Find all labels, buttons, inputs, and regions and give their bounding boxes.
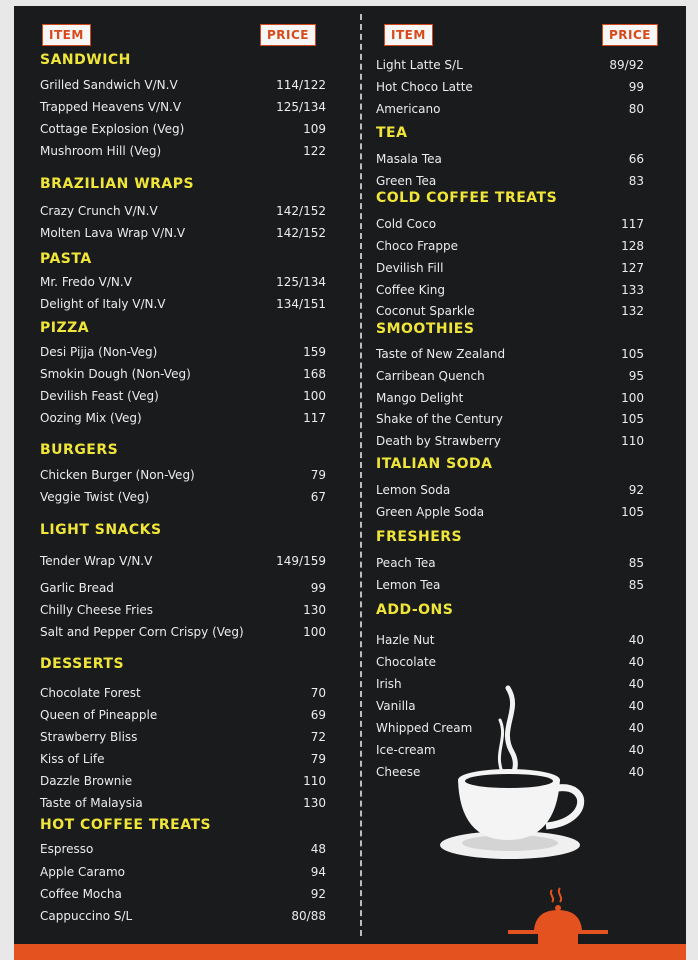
- accent-bar: [14, 944, 686, 960]
- item-price: 105: [621, 347, 644, 361]
- item-name: Chocolate Forest: [40, 686, 141, 700]
- item-price: 89/92: [609, 58, 644, 72]
- item-name: Molten Lava Wrap V/N.V: [40, 226, 186, 240]
- menu-item: [40, 603, 340, 623]
- item-price: 105: [621, 505, 644, 519]
- item-name: Whipped Cream: [376, 721, 473, 735]
- item-price: 94: [310, 865, 326, 879]
- menu-item: [40, 468, 340, 488]
- item-name: Hot Choco Latte: [376, 80, 473, 94]
- menu-item: [40, 367, 340, 387]
- section-title-pasta: PASTA: [40, 251, 92, 267]
- item-price: 99: [310, 581, 326, 595]
- item-name: Desi Pijja (Non-Veg): [40, 345, 158, 359]
- menu-item: [40, 297, 340, 317]
- item-price: 117: [303, 411, 326, 425]
- item-price: 132: [621, 304, 644, 318]
- item-price: 117: [621, 217, 644, 231]
- item-name: Coffee Mocha: [40, 887, 122, 901]
- item-price: 40: [628, 655, 644, 669]
- item-name: Trapped Heavens V/N.V: [40, 100, 182, 114]
- item-price: 125/134: [276, 275, 326, 289]
- menu-item: [376, 261, 644, 281]
- menu-item: [376, 505, 644, 525]
- item-price: 40: [628, 633, 644, 647]
- item-price: 130: [303, 796, 326, 810]
- item-name: Devilish Feast (Veg): [40, 389, 159, 403]
- menu-item: [40, 774, 340, 794]
- menu-item: [40, 865, 340, 885]
- menu-item: [40, 887, 340, 907]
- item-name: Cappuccino S/L: [40, 909, 133, 923]
- item-price: 109: [303, 122, 326, 136]
- item-price: 127: [621, 261, 644, 275]
- item-price: 110: [621, 434, 644, 448]
- menu-item: [40, 100, 340, 120]
- item-price: 40: [628, 721, 644, 735]
- item-price: 40: [628, 743, 644, 757]
- menu-item: [376, 152, 644, 172]
- item-name: Devilish Fill: [376, 261, 444, 275]
- item-price: 83: [628, 174, 644, 188]
- item-price: 92: [310, 887, 326, 901]
- item-name: Salt and Pepper Corn Crispy (Veg): [40, 625, 244, 639]
- item-price: 69: [310, 708, 326, 722]
- item-price: 48: [310, 842, 326, 856]
- item-name: Lemon Tea: [376, 578, 441, 592]
- item-name: Death by Strawberry: [376, 434, 501, 448]
- item-price: 105: [621, 412, 644, 426]
- item-price: 142/152: [276, 226, 326, 240]
- item-price: 100: [621, 391, 644, 405]
- item-name: Masala Tea: [376, 152, 442, 166]
- serving-cloche-icon: [504, 884, 612, 946]
- item-name: Green Apple Soda: [376, 505, 485, 519]
- item-price: 134/151: [276, 297, 326, 311]
- menu-item: [376, 217, 644, 237]
- section-title-pizza: PIZZA: [40, 320, 90, 336]
- section-title-tea: TEA: [376, 125, 408, 141]
- item-name: Irish: [376, 677, 402, 691]
- item-name: Taste of New Zealand: [376, 347, 506, 361]
- section-title-desserts: DESSERTS: [40, 656, 125, 672]
- item-price: 125/134: [276, 100, 326, 114]
- item-name: Veggie Twist (Veg): [40, 490, 150, 504]
- item-name: Lemon Soda: [376, 483, 451, 497]
- item-price: 114/122: [276, 78, 326, 92]
- item-price: 80: [628, 102, 644, 116]
- item-price: 110: [303, 774, 326, 788]
- menu-item: [40, 204, 340, 224]
- item-name: Chocolate: [376, 655, 437, 669]
- item-price: 100: [303, 389, 326, 403]
- item-header: ITEM: [42, 24, 91, 46]
- menu-item: [376, 633, 644, 653]
- item-name: Vanilla: [376, 699, 416, 713]
- menu-item: [376, 483, 644, 503]
- item-price: 128: [621, 239, 644, 253]
- menu-item: [40, 686, 340, 706]
- menu-item: [40, 752, 340, 772]
- menu-item: [376, 58, 644, 78]
- menu-item: [40, 411, 340, 431]
- column-divider: [360, 14, 362, 936]
- item-price: 99: [628, 80, 644, 94]
- menu-item: [376, 347, 644, 367]
- menu-item: [40, 909, 340, 929]
- item-price: 85: [628, 556, 644, 570]
- menu-item: [376, 239, 644, 259]
- item-name: Mushroom Hill (Veg): [40, 144, 162, 158]
- item-name: Taste of Malaysia: [40, 796, 143, 810]
- item-price: 142/152: [276, 204, 326, 218]
- coffee-cup-icon: [430, 680, 600, 870]
- item-name: Green Tea: [376, 174, 437, 188]
- menu-item: [376, 102, 644, 122]
- menu-item: [40, 490, 340, 510]
- menu-item: [376, 412, 644, 432]
- price-header: PRICE: [602, 24, 658, 46]
- menu-item: [40, 144, 340, 164]
- item-name: Coconut Sparkle: [376, 304, 475, 318]
- menu-item: [376, 80, 644, 100]
- item-price: 100: [303, 625, 326, 639]
- item-name: Chicken Burger (Non-Veg): [40, 468, 195, 482]
- section-title-freshers: FRESHERS: [376, 529, 463, 545]
- menu-item: [40, 389, 340, 409]
- item-price: 79: [310, 752, 326, 766]
- item-price: 40: [628, 677, 644, 691]
- item-name: Delight of Italy V/N.V: [40, 297, 166, 311]
- item-price: 80/88: [291, 909, 326, 923]
- item-name: Tender Wrap V/N.V: [40, 554, 153, 568]
- section-title-italian-soda: ITALIAN SODA: [376, 456, 493, 472]
- menu-item: [376, 578, 644, 598]
- item-name: Cheese: [376, 765, 421, 779]
- item-name: Carribean Quench: [376, 369, 485, 383]
- item-name: Peach Tea: [376, 556, 436, 570]
- menu-item: [40, 345, 340, 365]
- price-header: PRICE: [260, 24, 316, 46]
- item-name: Americano: [376, 102, 441, 116]
- item-name: Cold Coco: [376, 217, 437, 231]
- item-name: Shake of the Century: [376, 412, 503, 426]
- item-name: Ice-cream: [376, 743, 436, 757]
- item-name: Espresso: [40, 842, 94, 856]
- section-title-cold-coffee-treats: COLD COFFEE TREATS: [376, 190, 558, 206]
- item-price: 66: [628, 152, 644, 166]
- menu-item: [40, 554, 340, 574]
- item-price: 130: [303, 603, 326, 617]
- menu-item: [40, 226, 340, 246]
- menu-item: [40, 730, 340, 750]
- item-price: 133: [621, 283, 644, 297]
- item-price: 67: [310, 490, 326, 504]
- menu-item: [376, 556, 644, 576]
- item-price: 168: [303, 367, 326, 381]
- menu-item: [40, 796, 340, 816]
- section-title-light-snacks: LIGHT SNACKS: [40, 522, 162, 538]
- item-name: Apple Caramo: [40, 865, 126, 879]
- item-price: 40: [628, 765, 644, 779]
- section-title-hot-coffee-treats: HOT COFFEE TREATS: [40, 817, 212, 833]
- item-name: Crazy Crunch V/N.V: [40, 204, 158, 218]
- item-name: Cottage Explosion (Veg): [40, 122, 185, 136]
- item-price: 79: [310, 468, 326, 482]
- menu-item: [40, 625, 340, 645]
- section-title-sandwich: SANDWICH: [40, 52, 131, 68]
- menu-item: [376, 434, 644, 454]
- item-name: Dazzle Brownie: [40, 774, 133, 788]
- item-header: ITEM: [384, 24, 433, 46]
- item-price: 149/159: [276, 554, 326, 568]
- item-price: 85: [628, 578, 644, 592]
- item-name: Coffee King: [376, 283, 445, 297]
- menu-item: [40, 122, 340, 142]
- item-name: Garlic Bread: [40, 581, 114, 595]
- menu-item: [376, 655, 644, 675]
- column-header: [376, 24, 652, 46]
- item-name: Mr. Fredo V/N.V: [40, 275, 132, 289]
- item-name: Smokin Dough (Non-Veg): [40, 367, 191, 381]
- menu-item: [376, 369, 644, 389]
- item-name: Choco Frappe: [376, 239, 459, 253]
- item-name: Grilled Sandwich V/N.V: [40, 78, 178, 92]
- item-price: 92: [628, 483, 644, 497]
- menu-item: [376, 283, 644, 303]
- item-name: Hazle Nut: [376, 633, 435, 647]
- item-name: Kiss of Life: [40, 752, 105, 766]
- item-name: Queen of Pineapple: [40, 708, 158, 722]
- item-name: Light Latte S/L: [376, 58, 463, 72]
- menu-item: [40, 78, 340, 98]
- item-price: 40: [628, 699, 644, 713]
- menu-item: [40, 708, 340, 728]
- menu-item: [40, 842, 340, 862]
- item-name: Strawberry Bliss: [40, 730, 138, 744]
- item-name: Oozing Mix (Veg): [40, 411, 142, 425]
- item-price: 159: [303, 345, 326, 359]
- item-price: 95: [628, 369, 644, 383]
- section-title-burgers: BURGERS: [40, 442, 119, 458]
- menu-item: [40, 581, 340, 601]
- section-title-brazilian-wraps: BRAZILIAN WRAPS: [40, 176, 195, 192]
- section-title-smoothies: SMOOTHIES: [376, 321, 475, 337]
- item-name: Mango Delight: [376, 391, 464, 405]
- section-title-add-ons: ADD-ONS: [376, 602, 454, 618]
- menu-item: [40, 275, 340, 295]
- item-price: 122: [303, 144, 326, 158]
- item-price: 70: [310, 686, 326, 700]
- column-header: [40, 24, 340, 46]
- item-price: 72: [310, 730, 326, 744]
- item-name: Chilly Cheese Fries: [40, 603, 154, 617]
- menu-item: [376, 391, 644, 411]
